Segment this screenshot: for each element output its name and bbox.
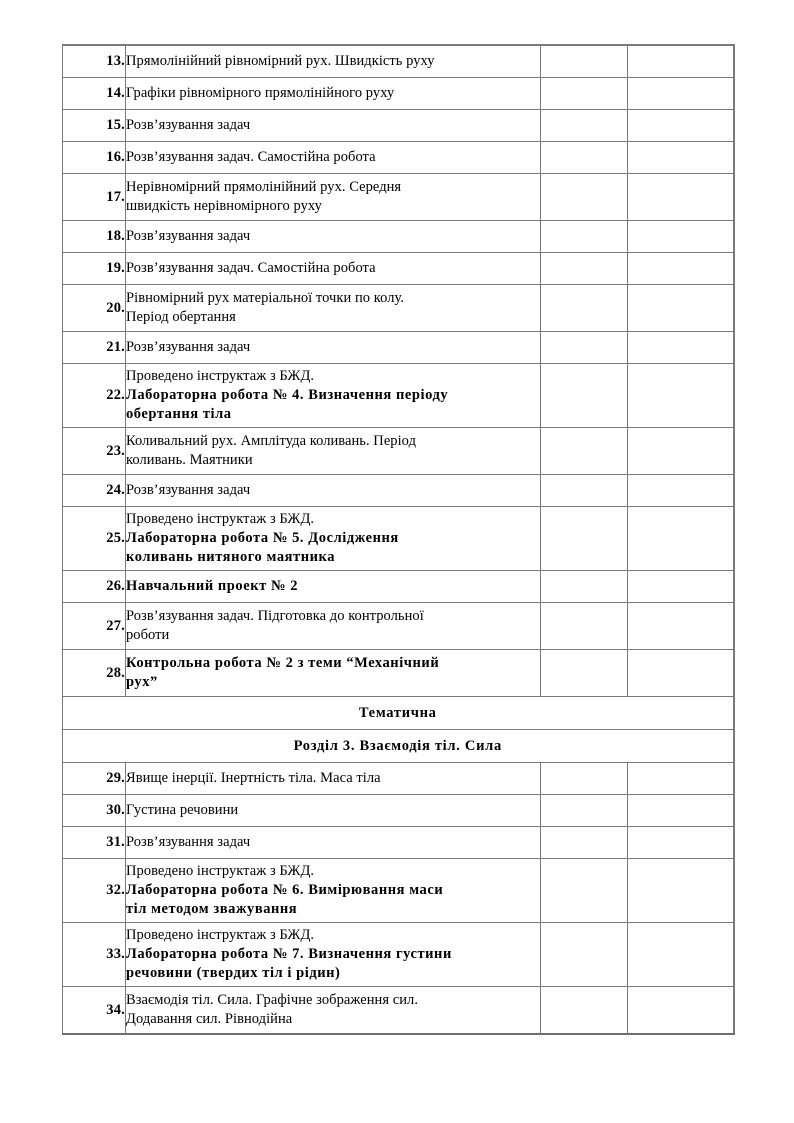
lesson-note-cell[interactable] [628,364,734,428]
lesson-date-cell[interactable] [541,142,628,174]
table-row [63,475,734,507]
lesson-topic-cell [126,174,541,221]
table-row [63,571,734,603]
lesson-note-cell[interactable] [628,475,734,507]
lesson-date-cell[interactable] [541,507,628,571]
lesson-note-cell[interactable] [628,428,734,475]
topic-line: Явище інерції. Інертність тіла. Маса тіла [126,770,381,786]
topic-line: Графіки рівномірного прямолінійного руху [126,85,395,101]
lesson-topic-cell [126,650,541,697]
lesson-number-cell: 28. [63,650,126,697]
table-row [63,78,734,110]
lesson-topic-cell [126,923,541,987]
topic-line: Взаємодія тіл. Сила. Графічне зображення сил. [126,992,419,1009]
lesson-topic-cell [126,859,541,923]
topic-line-emphasis: обертання тіла [126,405,232,422]
lesson-number-cell: 17. [63,174,126,221]
lesson-note-cell[interactable] [628,827,734,859]
lesson-note-cell[interactable] [628,763,734,795]
lesson-topic-cell [126,507,541,571]
table-row [63,650,734,697]
lesson-number-cell: 13. [63,45,126,78]
lesson-note-cell[interactable] [628,859,734,923]
lesson-note-cell[interactable] [628,78,734,110]
lesson-note-cell[interactable] [628,987,734,1035]
lesson-topic-cell [126,827,541,859]
lesson-number-cell: 29. [63,763,126,795]
topic-line: Проведено інструктаж з БЖД. [126,927,315,944]
lesson-topic-cell [126,428,541,475]
table-row [63,364,734,428]
topic-line-emphasis: Лабораторна робота № 4. Визначення періоду [126,387,449,403]
table-row [63,45,734,78]
lesson-note-cell[interactable] [628,110,734,142]
topic-line-emphasis: Лабораторна робота № 7. Визначення густини [126,946,452,962]
lesson-date-cell[interactable] [541,332,628,364]
lesson-number-cell: 25. [63,507,126,571]
lesson-note-cell[interactable] [628,571,734,603]
lesson-number-cell: 22. [63,364,126,428]
topic-line: Прямолінійний рівномірний рух. Швидкість руху [126,53,435,69]
lesson-date-cell[interactable] [541,45,628,78]
lesson-number-cell: 18. [63,221,126,253]
topic-line-emphasis: Навчальний проект № 2 [126,578,299,594]
section-heading: Тематична [63,697,734,730]
lesson-number-cell: 14. [63,78,126,110]
topic-line: Густина речовини [126,802,239,818]
table-row [63,827,734,859]
lesson-topic-cell [126,142,541,174]
topic-line: Розв’язування задач [126,834,251,850]
lesson-date-cell[interactable] [541,285,628,332]
lesson-plan-table [62,44,735,1035]
lesson-date-cell[interactable] [541,763,628,795]
lesson-note-cell[interactable] [628,221,734,253]
lesson-note-cell[interactable] [628,650,734,697]
lesson-topic-cell [126,285,541,332]
table-row [63,859,734,923]
lesson-date-cell[interactable] [541,475,628,507]
table-row [63,763,734,795]
table-row [63,174,734,221]
topic-line-emphasis: коливань нитяного маятника [126,548,336,565]
lesson-number-cell: 21. [63,332,126,364]
lesson-topic-cell [126,763,541,795]
table-row [63,332,734,364]
lesson-date-cell[interactable] [541,603,628,650]
table-section-row [63,730,734,763]
table-row [63,987,734,1035]
table-row [63,221,734,253]
lesson-note-cell[interactable] [628,923,734,987]
topic-line: Розв’язування задач. Самостійна робота [126,260,376,276]
topic-line: швидкість нерівномірного руху [126,198,322,214]
table-section-row [63,697,734,730]
lesson-topic-cell [126,110,541,142]
lesson-date-cell[interactable] [541,859,628,923]
lesson-number-cell: 20. [63,285,126,332]
lesson-date-cell[interactable] [541,174,628,221]
topic-line-emphasis: Лабораторна робота № 6. Вимірювання маси [126,882,444,898]
lesson-number-cell: 34. [63,987,126,1035]
topic-line: Додавання сил. Рівнодійна [126,1011,293,1027]
lesson-number-cell: 31. [63,827,126,859]
table-row [63,253,734,285]
topic-line-emphasis: рух” [126,674,158,690]
lesson-date-cell[interactable] [541,987,628,1035]
lesson-topic-cell [126,795,541,827]
lesson-topic-cell [126,253,541,285]
topic-line: Проведено інструктаж з БЖД. [126,368,315,385]
table-row [63,110,734,142]
topic-line-emphasis: Лабораторна робота № 5. Дослідження [126,530,399,546]
table-row [63,603,734,650]
lesson-topic-cell [126,332,541,364]
lesson-note-cell[interactable] [628,507,734,571]
topic-line: коливань. Маятники [126,452,253,468]
lesson-note-cell[interactable] [628,45,734,78]
lesson-number-cell: 27. [63,603,126,650]
lesson-topic-cell [126,364,541,428]
lesson-date-cell[interactable] [541,110,628,142]
topic-line: Проведено інструктаж з БЖД. [126,863,315,880]
lesson-number-cell: 32. [63,859,126,923]
lesson-date-cell[interactable] [541,923,628,987]
lesson-topic-cell [126,475,541,507]
lesson-date-cell[interactable] [541,795,628,827]
lesson-note-cell[interactable] [628,285,734,332]
lesson-number-cell: 19. [63,253,126,285]
lesson-plan-table-container [62,44,733,1035]
lesson-topic-cell [126,987,541,1035]
lesson-number-cell: 26. [63,571,126,603]
lesson-topic-cell [126,45,541,78]
lesson-date-cell[interactable] [541,428,628,475]
topic-line: Коливальний рух. Амплітуда коливань. Період [126,433,416,450]
topic-line: Нерівномірний прямолінійний рух. Середня [126,179,402,196]
table-row [63,923,734,987]
lesson-topic-cell [126,571,541,603]
table-row [63,428,734,475]
table-row [63,285,734,332]
topic-line: Розв’язування задач [126,117,251,133]
lesson-date-cell[interactable] [541,253,628,285]
lesson-date-cell[interactable] [541,78,628,110]
lesson-topic-cell [126,221,541,253]
topic-line: Розв’язування задач [126,228,251,244]
lesson-topic-cell [126,603,541,650]
topic-line: Розв’язування задач [126,482,251,498]
topic-line: Розв’язування задач. Підготовка до контрольної [126,608,424,625]
lesson-number-cell: 23. [63,428,126,475]
lesson-note-cell[interactable] [628,253,734,285]
lesson-number-cell: 24. [63,475,126,507]
topic-line: Розв’язування задач. Самостійна робота [126,149,376,165]
topic-line: Період обертання [126,309,236,325]
lesson-note-cell[interactable] [628,795,734,827]
lesson-topic-cell [126,78,541,110]
lesson-date-cell[interactable] [541,221,628,253]
lesson-note-cell[interactable] [628,142,734,174]
table-row [63,795,734,827]
topic-line: Проведено інструктаж з БЖД. [126,511,315,528]
topic-line: роботи [126,627,170,643]
lesson-note-cell[interactable] [628,332,734,364]
topic-line: Розв’язування задач [126,339,251,355]
table-row [63,142,734,174]
lesson-date-cell[interactable] [541,650,628,697]
section-heading: Розділ 3. Взаємодія тіл. Сила [63,730,734,763]
table-row [63,507,734,571]
lesson-date-cell[interactable] [541,827,628,859]
lesson-number-cell: 16. [63,142,126,174]
topic-line: Рівномірний рух матеріальної точки по колу. [126,290,405,307]
lesson-number-cell: 30. [63,795,126,827]
lesson-plan-table-body [63,45,734,1034]
topic-line-emphasis: Контрольна робота № 2 з теми “Механічний [126,655,440,672]
lesson-note-cell[interactable] [628,174,734,221]
lesson-date-cell[interactable] [541,364,628,428]
topic-line-emphasis: тіл методом зважування [126,900,298,917]
lesson-date-cell[interactable] [541,571,628,603]
lesson-number-cell: 15. [63,110,126,142]
lesson-note-cell[interactable] [628,603,734,650]
topic-line-emphasis: речовини (твердих тіл і рідин) [126,964,341,981]
lesson-number-cell: 33. [63,923,126,987]
